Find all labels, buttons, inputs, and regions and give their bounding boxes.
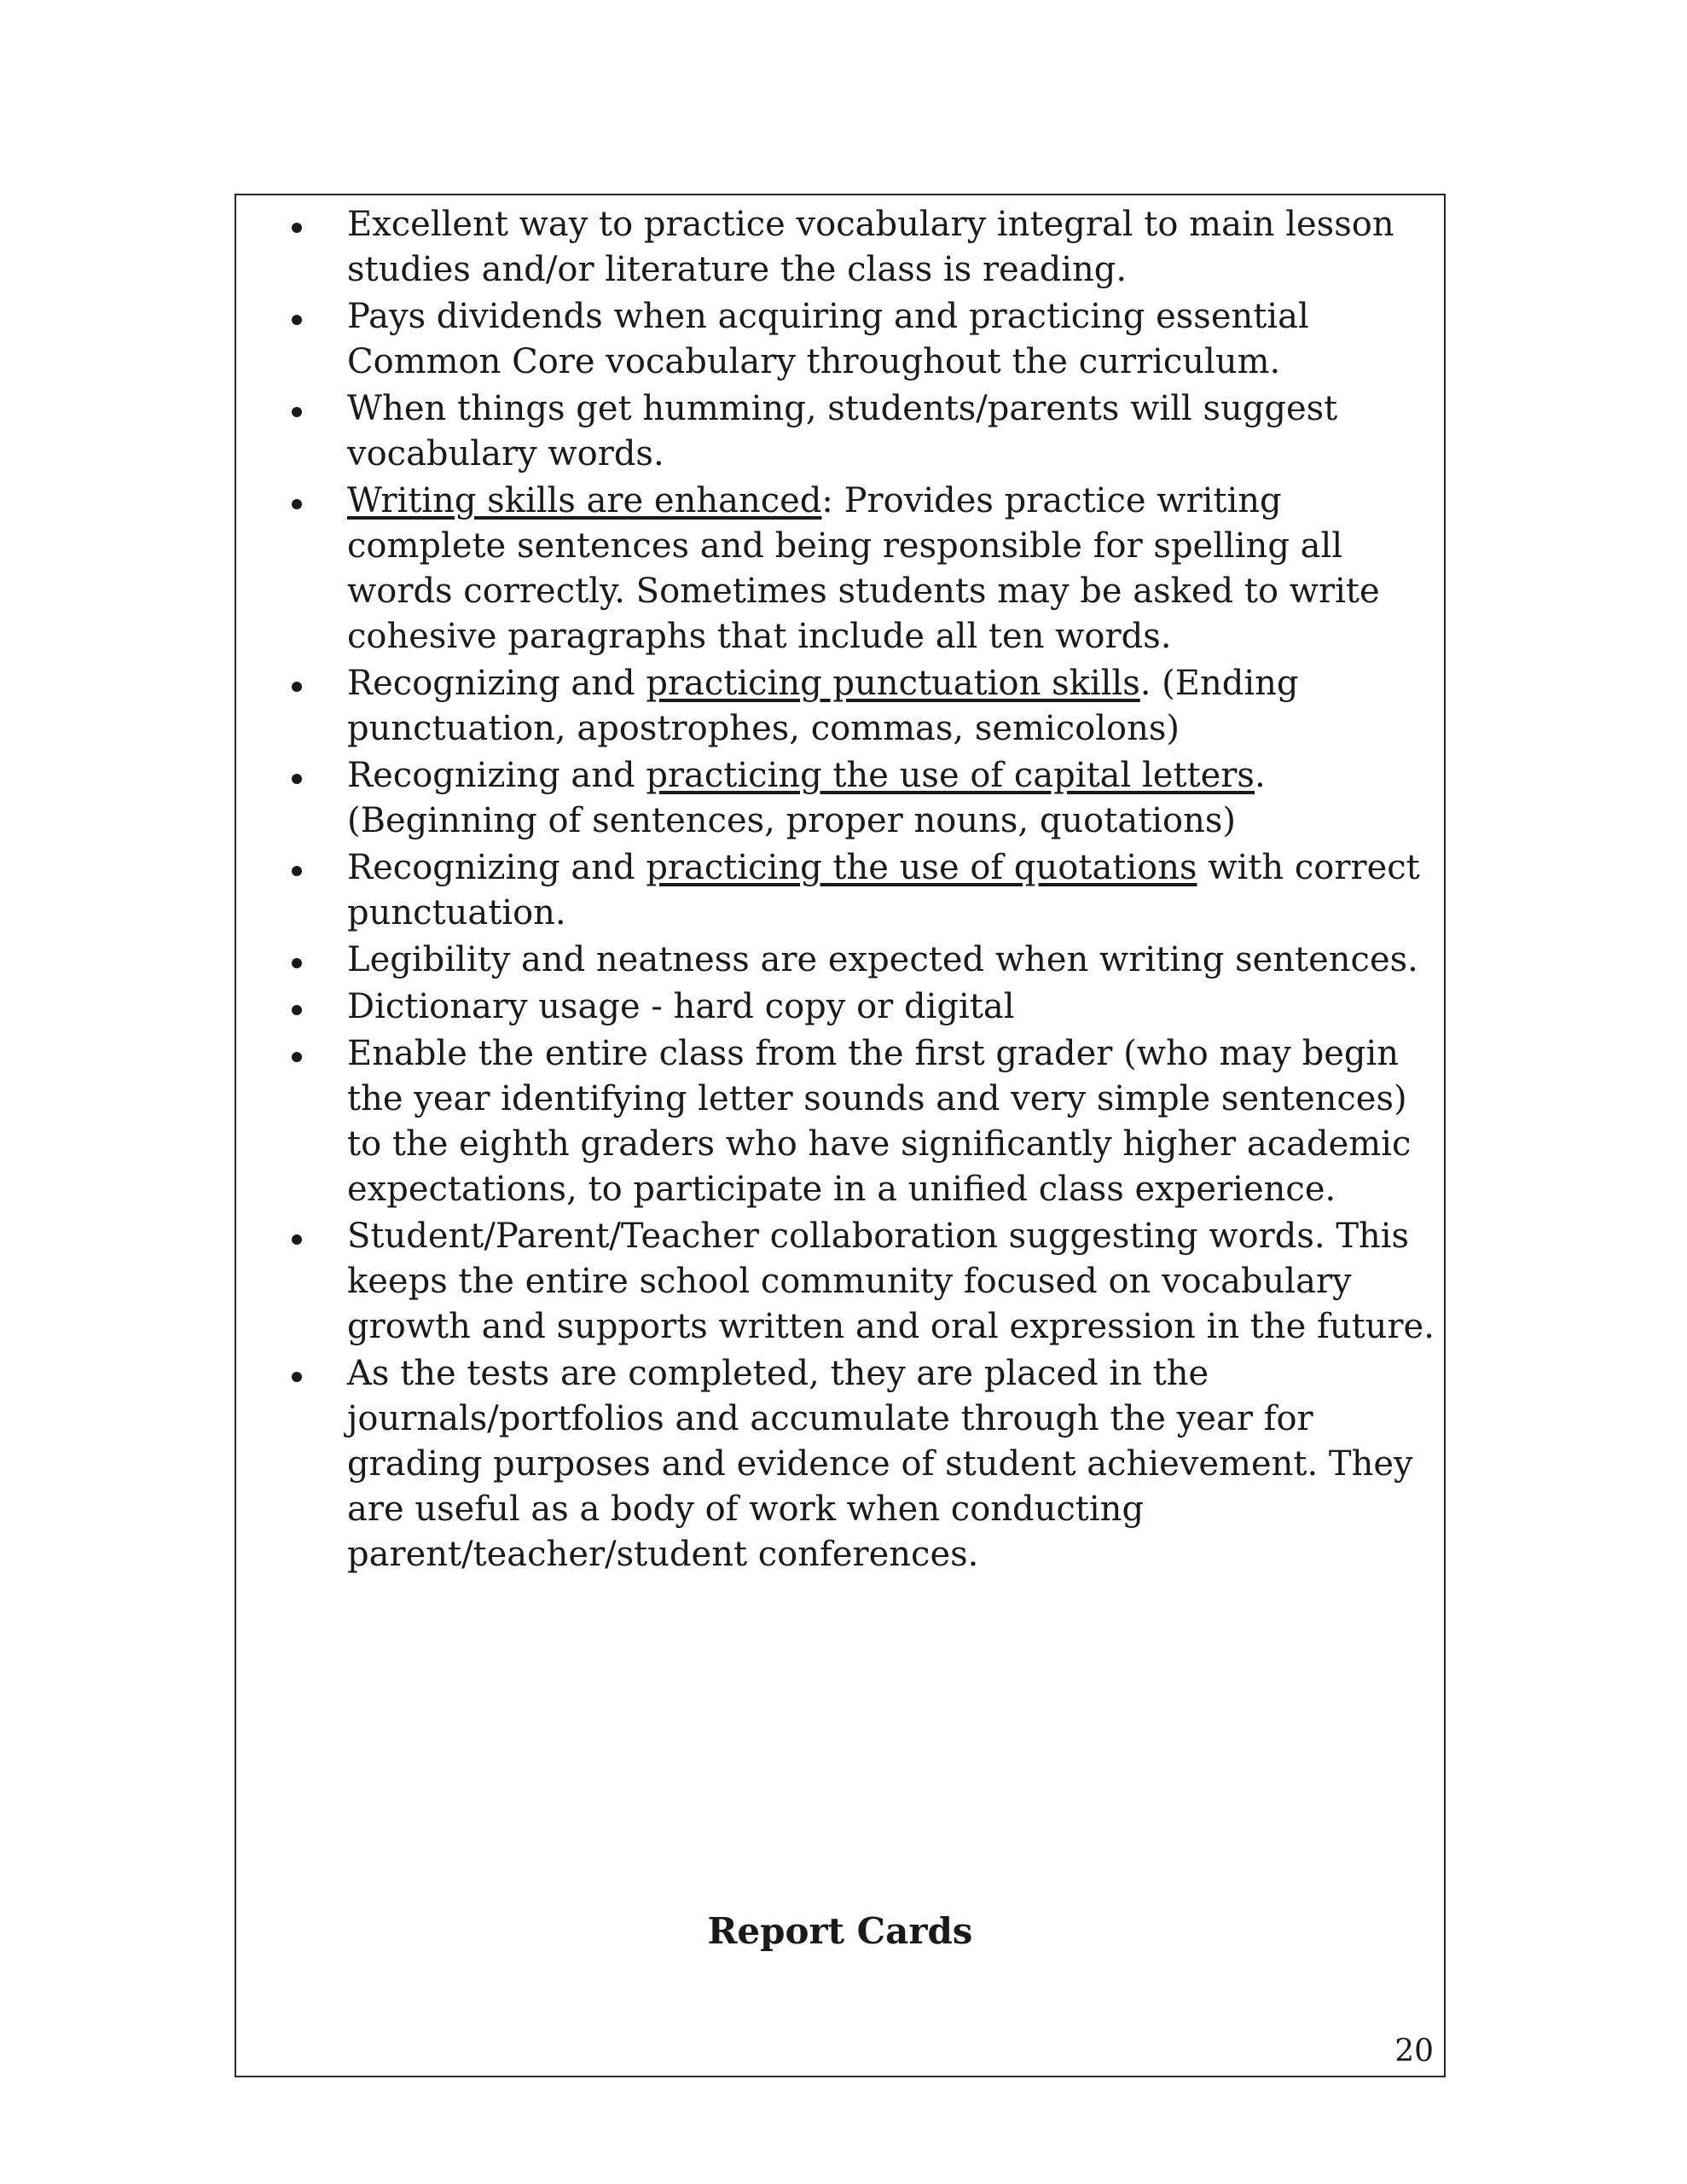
list-item [292,1031,1435,1212]
bullet-text: with correct punctuation. [347,848,1420,932]
bullet-dot-icon [292,958,302,968]
underlined-phrase: Writing skills are enhanced [347,481,822,520]
bullet-text: As the tests are completed, they are placed in the journals/portfolios and accumulate through the year for grading purposes and evidence of student achievement. They are useful as a body of work when conducting parent/teacher/student conferences. [347,1354,1413,1574]
list-item [292,753,1435,844]
page-frame [235,194,1446,2077]
underlined-phrase: practicing the use of quotations [646,848,1197,887]
bullet-dot-icon [292,1234,302,1245]
list-item [292,294,1435,385]
bullet-text: When things get humming, students/parents will suggest vocabulary words. [347,389,1338,473]
bullet-text: Recognizing and [347,664,646,703]
section-heading: Report Cards [707,1910,973,1952]
bullet-dot-icon [292,223,302,233]
list-item [292,202,1435,293]
bullet-text: Student/Parent/Teacher collaboration suggesting words. This keeps the entire school community focused on vocabulary growth and supports written and oral expression in the future. [347,1217,1435,1346]
bullet-dot-icon [292,774,302,784]
underlined-phrase: practicing punctuation skills [646,664,1140,703]
list-item [292,845,1435,936]
list-item [292,1351,1435,1577]
list-item [292,661,1435,752]
list-item [292,1214,1435,1350]
bullet-text: Legibility and neatness are expected when writing sentences. [347,940,1418,979]
bullet-dot-icon [292,1372,302,1382]
bullet-text: . (Beginning of sentences, proper nouns, quotations) [347,756,1266,840]
bullet-text: : Provides practice writing complete sentences and being responsible for spelling all words correctly. Sometimes students may be asked to write cohesive paragraphs that include all ten words. [347,481,1380,656]
bullet-list [292,202,1435,1579]
bullet-dot-icon [292,1052,302,1062]
bullet-text: Recognizing and [347,756,646,795]
bullet-text: Pays dividends when acquiring and practicing essential Common Core vocabulary throughout the curriculum. [347,297,1309,381]
bullet-dot-icon [292,499,302,509]
list-item [292,479,1435,659]
list-item [292,386,1435,477]
list-item [292,985,1435,1030]
bullet-dot-icon [292,407,302,417]
bullet-dot-icon [292,1005,302,1015]
bullet-text: Excellent way to practice vocabulary integral to main lesson studies and/or literature the class is reading. [347,205,1394,289]
bullet-dot-icon [292,866,302,876]
underlined-phrase: practicing the use of capital letters [646,756,1255,795]
bullet-dot-icon [292,315,302,325]
list-item [292,938,1435,983]
bullet-text: . (Ending punctuation, apostrophes, commas, semicolons) [347,664,1299,748]
bullet-text: Dictionary usage - hard copy or digital [347,987,1015,1026]
bullet-dot-icon [292,682,302,692]
bullet-text: Recognizing and [347,848,646,887]
page-number: 20 [1394,2034,1434,2069]
bullet-text: Enable the entire class from the first grader (who may begin the year identifying letter sounds and very simple sentences) to the eighth graders who have significantly higher academic expectations, to participate in a unified class experience. [347,1034,1412,1209]
